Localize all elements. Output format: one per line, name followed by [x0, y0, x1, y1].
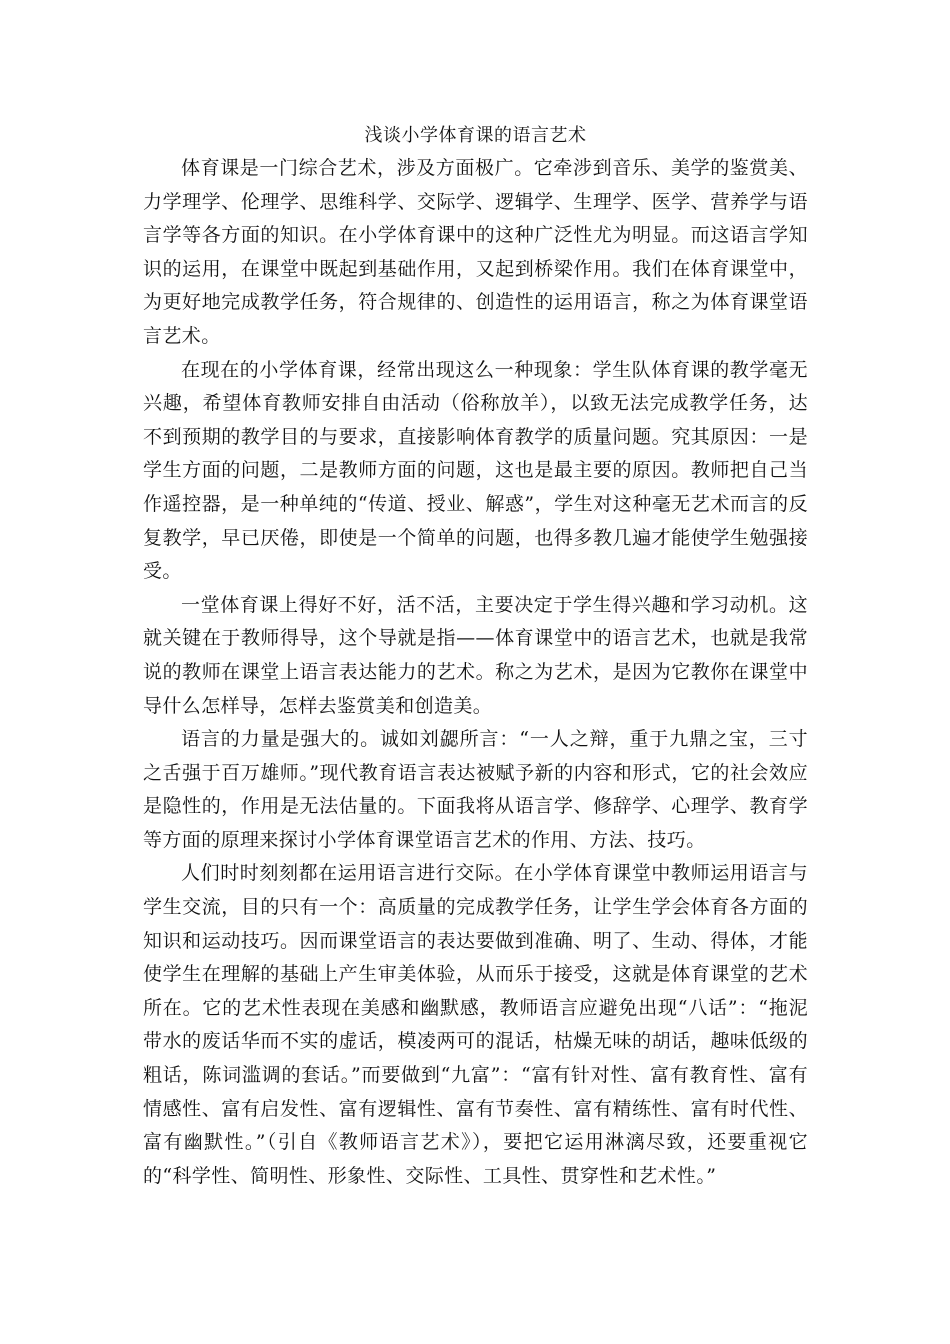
paragraph-5: 人们时时刻刻都在运用语言进行交际。在小学体育课堂中教师运用语言与学生交流，目的只有一个：高质量的完成教学任务，让学生学会体育各方面的知识和运动技巧。因而课堂语言的表达要做到准确、明了、生动、得体，才能使学生在理解的基础上产生审美体验，从而乐于接受，这就是体育课堂的艺术所在。它的艺术性表现在美感和幽默感，教师语言应避免出现“八话”：“拖泥带水的废话华而不实的虚话，模凌两可的混话，枯燥无味的胡话，趣味低级的粗话，陈词滥调的套话。”而要做到“九富”：“富有针对性、富有教育性、富有情感性、富有启发性、富有逻辑性、富有节奏性、富有精练性、富有时代性、富有幽默性。”（引自《教师语言艺术》），要把它运用淋漓尽致，还要重视它的“科学性、简明性、形象性、交际性、工具性、贯穿性和艺术性。”	[143, 862, 808, 1187]
paragraph-3: 一堂体育课上得好不好，活不活，主要决定于学生得兴趣和学习动机。这就关键在于教师得导，这个导就是指——体育课堂中的语言艺术，也就是我常说的教师在课堂上语言表达能力的艺术。称之为艺术，是因为它教你在课堂中导什么怎样导，怎样去鉴赏美和创造美。	[143, 593, 808, 717]
document-body	[143, 124, 808, 1193]
paragraph-4: 语言的力量是强大的。诚如刘勰所言：“一人之辩，重于九鼎之宝，三寸之舌强于百万雄师。”现代教育语言表达被赋予新的内容和形式，它的社会效应是隐性的，作用是无法估量的。下面我将从语言学、修辞学、心理学、教育学等方面的原理来探讨小学体育课堂语言艺术的作用、方法、技巧。	[143, 728, 808, 851]
paragraph-2: 在现在的小学体育课，经常出现这么一种现象：学生队体育课的教学毫无兴趣，希望体育教师安排自由活动（俗称放羊），以致无法完成教学任务，达不到预期的教学目的与要求，直接影响体育教学的质量问题。究其原因：一是学生方面的问题，二是教师方面的问题，这也是最主要的原因。教师把自己当作遥控器，是一种单纯的“传道、授业、解惑”，学生对这种毫无艺术而言的反复教学，早已厌倦，即使是一个简单的问题，也得多教几遍才能使学生勉强接受。	[143, 358, 808, 583]
paragraph-1: 体育课是一门综合艺术，涉及方面极广。它牵涉到音乐、美学的鉴赏美、力学理学、伦理学、思维科学、交际学、逻辑学、生理学、医学、营养学与语言学等各方面的知识。在小学体育课中的这种广泛性尤为明显。而这语言学知识的运用，在课堂中既起到基础作用，又起到桥梁作用。我们在体育课堂中，为更好地完成教学任务，符合规律的、创造性的运用语言，称之为体育课堂语言艺术。	[143, 157, 808, 347]
document-title: 浅谈小学体育课的语言艺术	[364, 125, 587, 146]
